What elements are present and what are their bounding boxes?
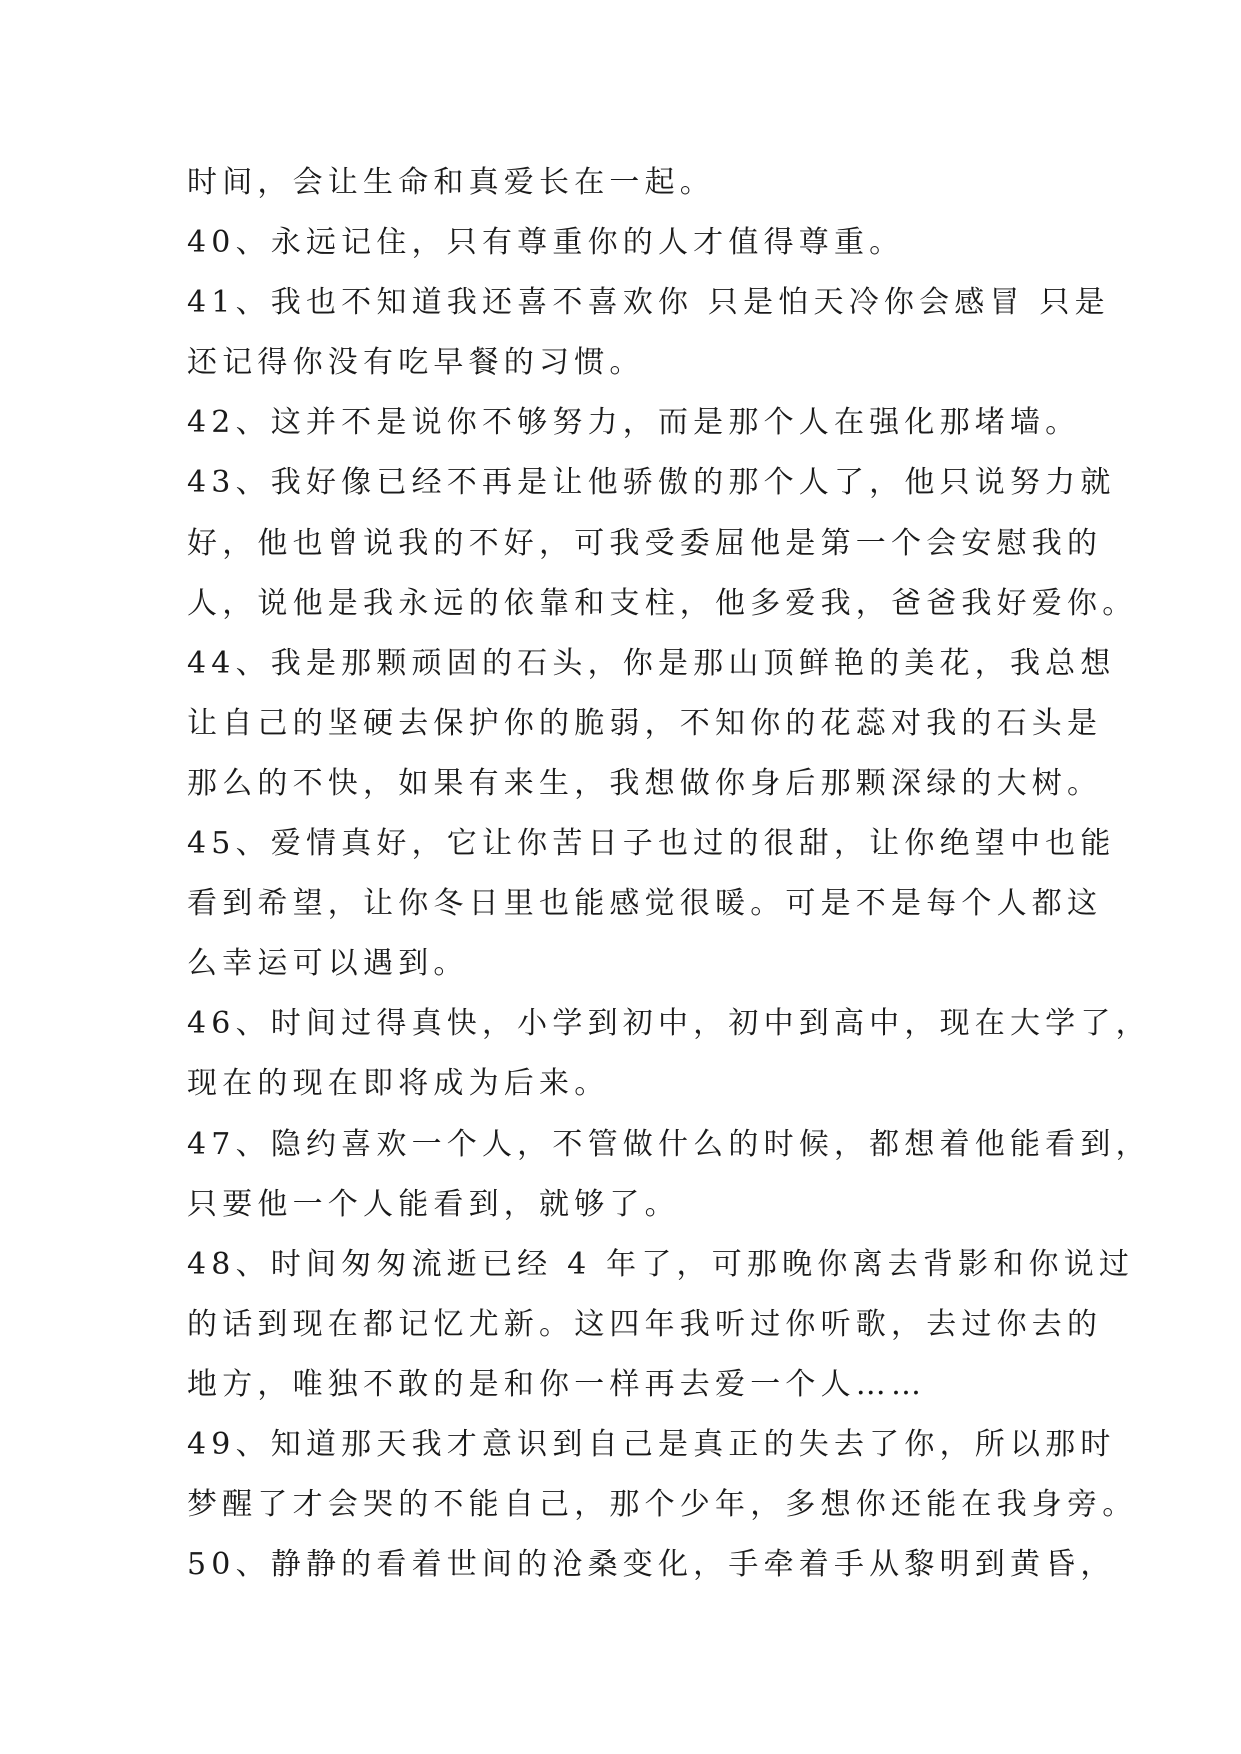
text-line: 42、这并不是说你不够努力，而是那个人在强化那堵墙。 (187, 405, 1081, 441)
text-line: 44、我是那颗顽固的石头，你是那山顶鲜艳的美花，我总想 (187, 645, 1116, 681)
text-line: 48、时间匆匆流逝已经 4 年了，可那晚你离去背影和你说过 (187, 1246, 1135, 1282)
text-line: 49、知道那天我才意识到自己是真正的失去了你，所以那时 (187, 1426, 1116, 1462)
text-line: 40、永远记住，只有尊重你的人才值得尊重。 (187, 225, 905, 261)
text-line: 那么的不快，如果有来生，我想做你身后那颗深绿的大树。 (187, 765, 1103, 801)
text-line: 43、我好像已经不再是让他骄傲的那个人了，他只说努力就 (187, 465, 1116, 501)
text-line: 47、隐约喜欢一个人，不管做什么的时候，都想着他能看到， (187, 1126, 1151, 1162)
text-line: 么幸运可以遇到。 (187, 946, 469, 982)
text-line: 45、爱情真好，它让你苦日子也过的很甜，让你绝望中也能 (187, 826, 1116, 862)
document-text (187, 153, 1151, 1595)
text-line: 50、静静的看着世间的沧桑变化，手牵着手从黎明到黄昏， (187, 1547, 1116, 1583)
text-line: 让自己的坚硬去保护你的脆弱，不知你的花蕊对我的石头是 (187, 705, 1103, 741)
text-line: 还记得你没有吃早餐的习惯。 (187, 345, 645, 381)
text-line: 人，说他是我永远的依靠和支柱，他多爱我，爸爸我好爱你。 (187, 585, 1138, 621)
text-line: 看到希望，让你冬日里也能感觉很暖。可是不是每个人都这 (187, 886, 1103, 922)
text-line: 好，他也曾说我的不好，可我受委屈他是第一个会安慰我的 (187, 525, 1103, 561)
text-line: 地方，唯独不敢的是和你一样再去爱一个人…… (187, 1366, 927, 1402)
text-line: 现在的现在即将成为后来。 (187, 1066, 610, 1102)
text-line: 梦醒了才会哭的不能自己，那个少年，多想你还能在我身旁。 (187, 1487, 1138, 1523)
text-line: 只要他一个人能看到，就够了。 (187, 1186, 680, 1222)
text-line: 41、我也不知道我还喜不喜欢你 只是怕天冷你会感冒 只是 (187, 285, 1110, 321)
text-line: 46、时间过得真快，小学到初中，初中到高中，现在大学了， (187, 1006, 1151, 1042)
text-line: 的话到现在都记忆尤新。这四年我听过你听歌，去过你去的 (187, 1306, 1103, 1342)
text-line: 时间，会让生命和真爱长在一起。 (187, 165, 715, 200)
